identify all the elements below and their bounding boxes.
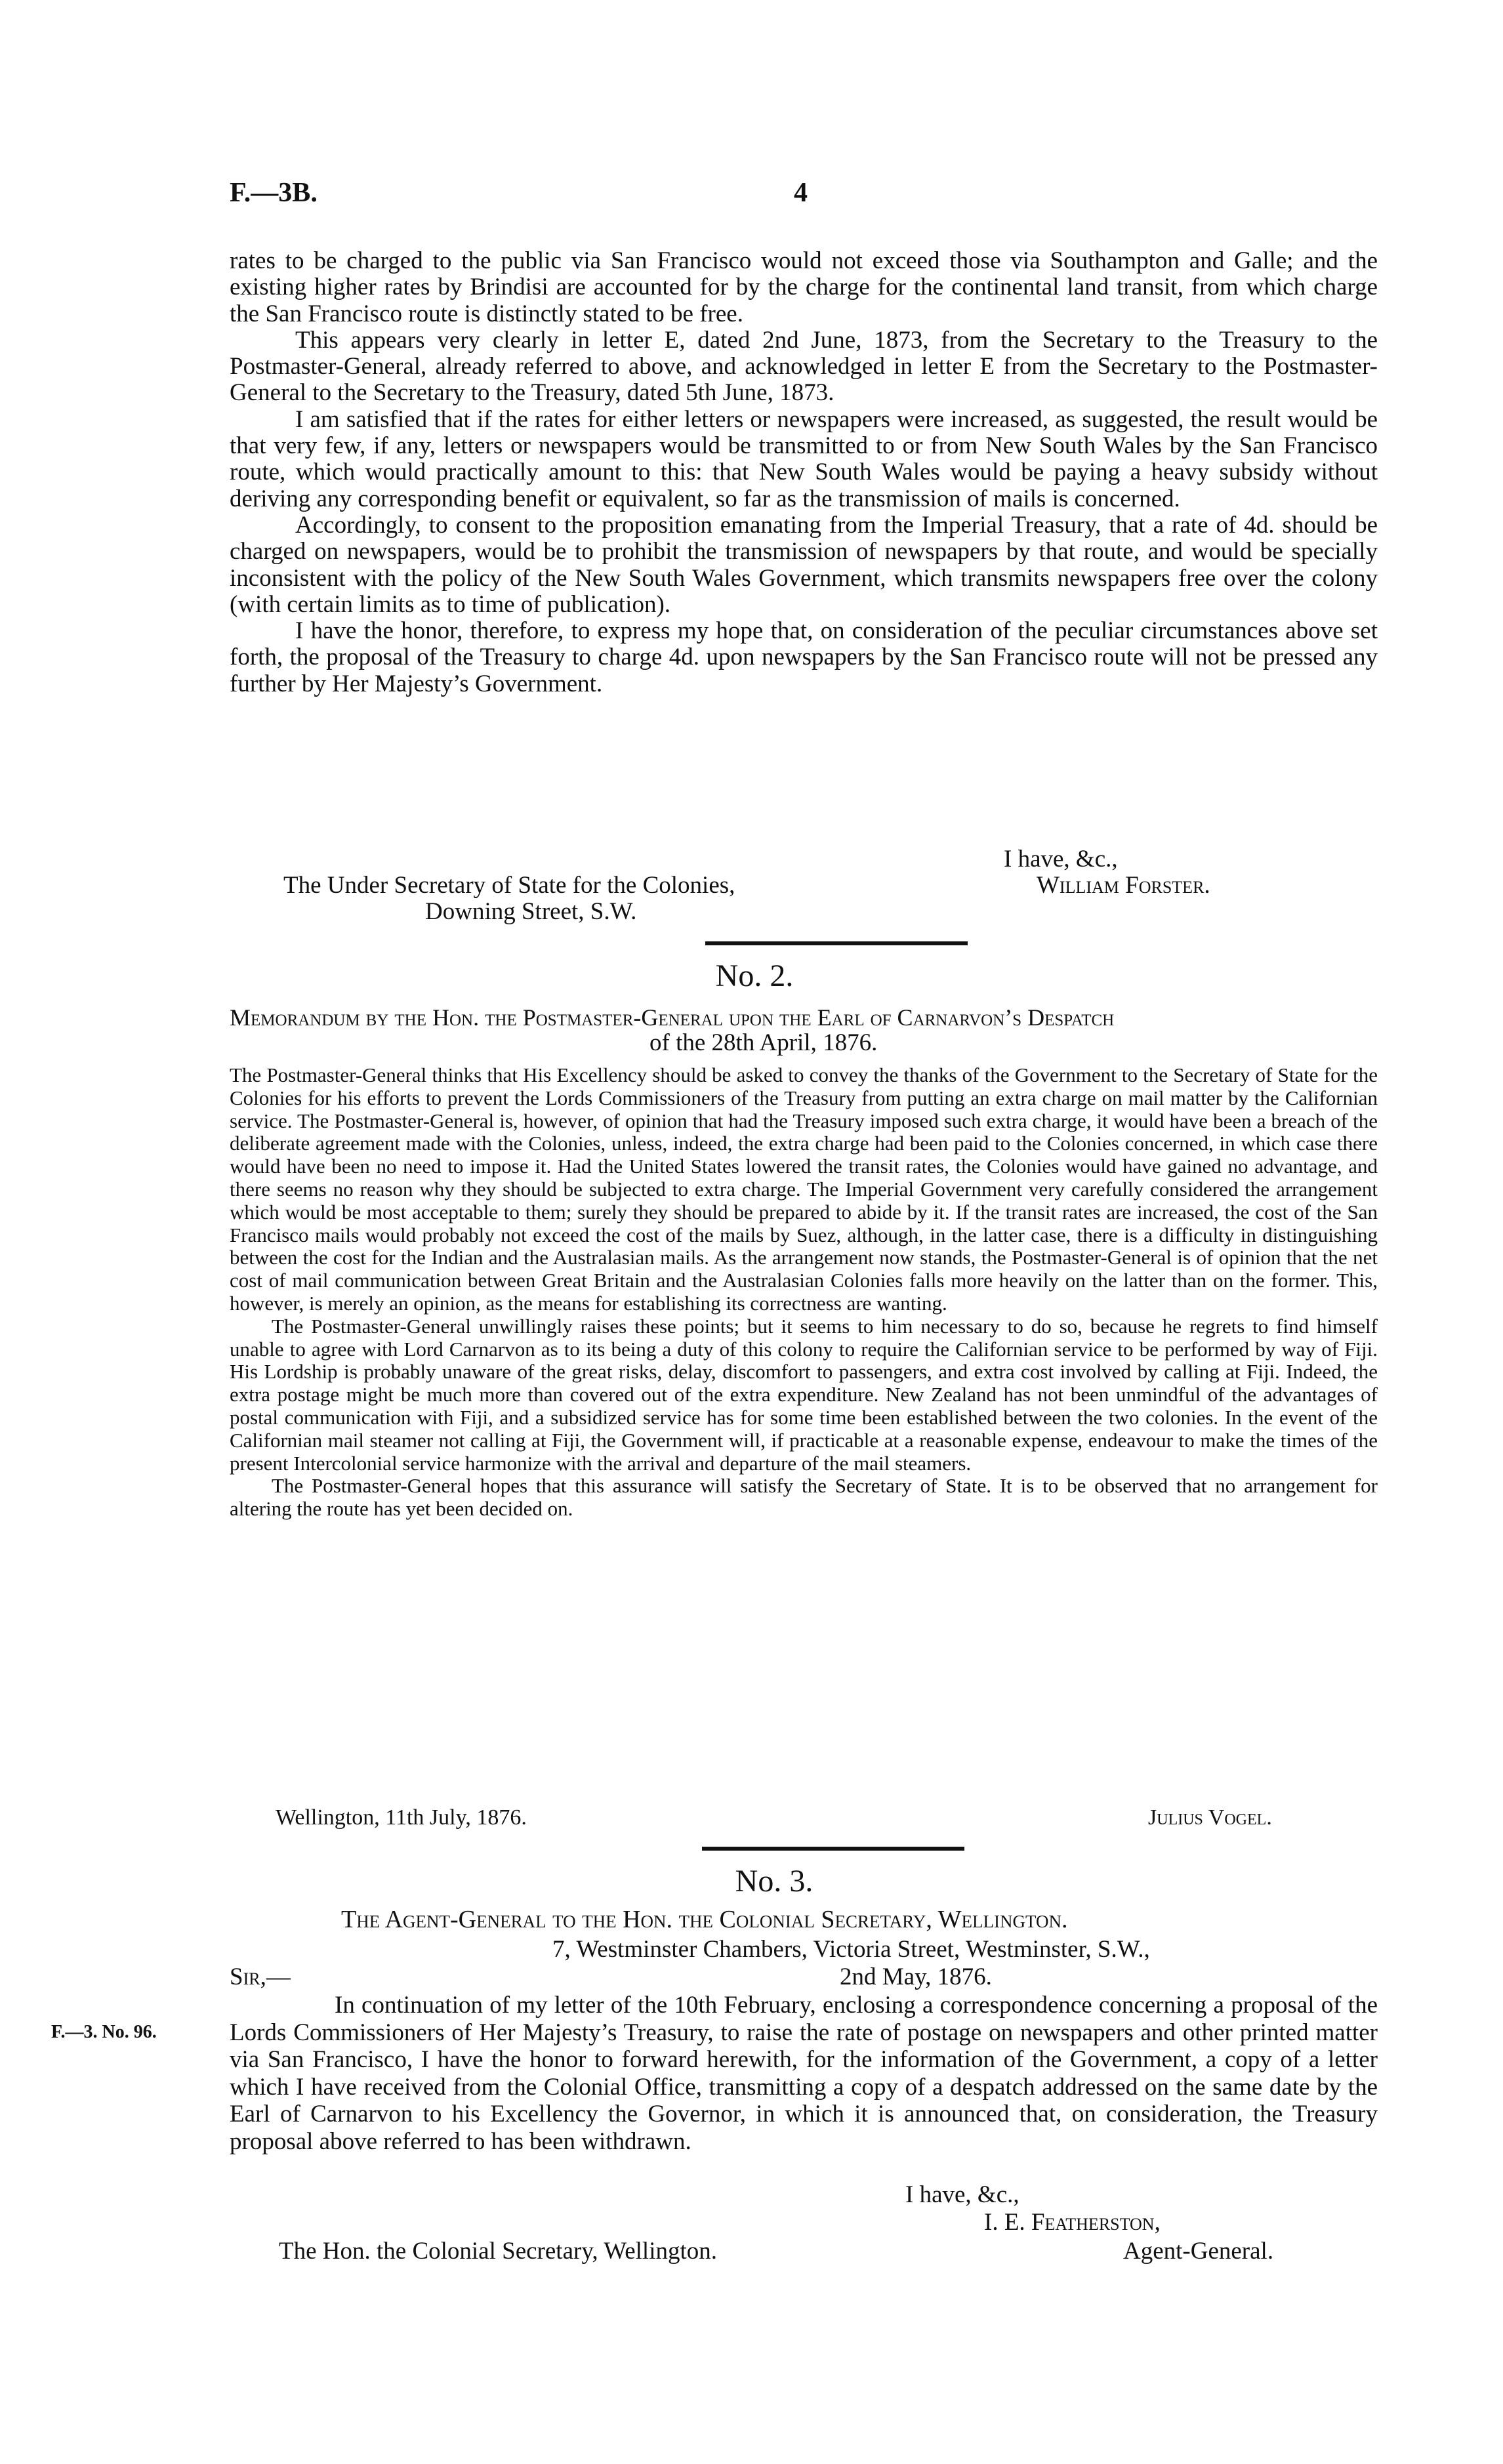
letter1-signature: William Forster. — [1037, 872, 1210, 899]
letter3-signature-title: Agent-General. — [1123, 2238, 1274, 2265]
letter3-signature: I. E. Featherston, — [984, 2209, 1161, 2236]
memorandum-body — [230, 1064, 1378, 1521]
memorandum-title: Memorandum by the Hon. the Postmaster-General upon the Earl of Carnarvon’s Despatch — [230, 1004, 1115, 1031]
margin-reference: F.—3. No. 96. — [51, 2022, 157, 2042]
letter3-title: The Agent-General to the Hon. the Colonial Secretary, Wellington. — [341, 1906, 1068, 1933]
memorandum-signature: Julius Vogel. — [1148, 1805, 1272, 1830]
letter3-date: 2nd May, 1876. — [840, 1963, 992, 1990]
memorandum-title-date: of the 28th April, 1876. — [649, 1029, 878, 1056]
letter1-paragraph: I have the honor, therefore, to express my hope that, on consideration of the peculiar circumstances above set forth, the proposal of the Treasury to charge 4d. upon newspapers by the San Francisco route will not be pressed any further by Her Majesty’s Government. — [230, 617, 1378, 697]
letter1-address: Downing Street, S.W. — [425, 898, 637, 925]
letter1-addressee: The Under Secretary of State for the Colonies, — [283, 872, 735, 899]
memorandum-place-date: Wellington, 11th July, 1876. — [276, 1805, 527, 1830]
letter3-paragraph: In continuation of my letter of the 10th February, enclosing a correspondence concerning a proposal of the Lords Commissioners of Her Majesty’s Treasury, to raise the rate of postage on newspapers and other printed matter via San Francisco, I have the honor to forward herewith, for the information of the Government, a copy of a letter which I have received from the Colonial Office, transmitting a copy of a despatch addressed on the same date by the Earl of Carnarvon to his Excellency the Governor, in which it is announced that, on consideration, the Treasury proposal above referred to has been withdrawn. — [230, 1992, 1378, 2155]
letter1-body — [230, 248, 1378, 697]
section-heading-no3: No. 3. — [735, 1864, 813, 1899]
section-divider — [702, 1847, 964, 1851]
letter1-paragraph: I am satisfied that if the rates for either letters or newspapers were increased, as suggested, the result would be that very few, if any, letters or newspapers would be transmitted to or from New South Wales by the San Francisco route, which would practically amount to this: that New South Wales would be paying a heavy subsidy without deriving any corresponding benefit or equivalent, so far as the transmission of mails is concerned. — [230, 405, 1378, 512]
memorandum-paragraph: The Postmaster-General unwillingly raises these points; but it seems to him necessary to do so, because he regrets to find himself unable to agree with Lord Carnarvon as to its being a duty of this colony to require the Californian service to be performed by way of Fiji. His Lordship is probably unaware of the great risks, delay, discomfort to passengers, and extra cost involved by calling at Fiji. Indeed, the extra postage might be much more than covered out of the extra expenditure. New Zealand has not been unmindful of the advantages of postal communication with Fiji, and a subsidized service has for some time been established between the two colonies. In the event of the Californian mail steamer not calling at Fiji, the Government will, if practicable at a reasonable expense, endeavour to make the times of the present Intercolonial service harmonize with the arrival and departure of the mail steamers. — [230, 1314, 1378, 1475]
letter3-body — [230, 1992, 1378, 2155]
memorandum-paragraph: The Postmaster-General thinks that His Excellency should be asked to convey the thanks of the Government to the Secretary of State for the Colonies for his efforts to prevent the Lords Commissioners of the Treasury from putting an extra charge on mail matter by the Californian service. The Postmaster-General is, however, of opinion that had the Treasury imposed such extra charge, it would have been a breach of the deliberate agreement made with the Colonies, unless, indeed, the extra charge had been paid to the Colonies concerned, in which case there would have been no need to impose it. Had the United States lowered the transit rates, the Colonies would have gained no advantage, and there seems no reason why they should be subjected to extra charge. The Imperial Government very carefully considered the arrangement which would be most acceptable to them; surely they should be prepared to abide by it. If the transit rates are increased, the cost of the San Francisco mails would probably not exceed the cost of the mails by Suez, although, in the latter case, there is a difficulty in distinguishing between the cost for the Indian and the Australasian mails. As the arrangement now stands, the Postmaster-General is of opinion that the net cost of mail communication between Great Britain and the Australasian Colonies falls more heavily on the latter than on the former. This, however, is merely an opinion, as the means for establishing its correctness are wanting. — [230, 1063, 1378, 1315]
document-code: F.—3B. — [230, 178, 318, 208]
memorandum-paragraph: The Postmaster-General hopes that this assurance will satisfy the Secretary of State. It is to be observed that no arrangement for altering the route has yet been decided on. — [230, 1474, 1378, 1521]
letter1-paragraph: This appears very clearly in letter E, dated 2nd June, 1873, from the Secretary to the Treasury to the Postmaster-General, already referred to above, and acknowledged in letter E from the Secretary to the Postmaster-General to the Secretary to the Treasury, dated 5th June, 1873. — [230, 326, 1378, 407]
letter1-paragraph: Accordingly, to consent to the proposition emanating from the Imperial Treasury, that a rate of 4d. should be charged on newspapers, would be to prohibit the transmission of newspapers by that route, and would be specially inconsistent with the policy of the New South Wales Government, which transmits newspapers free over the colony (with certain limits as to time of publication). — [230, 511, 1378, 618]
section-heading-no2: No. 2. — [715, 958, 794, 993]
page-number: 4 — [794, 178, 808, 208]
letter1-closing: I have, &c., — [1004, 846, 1118, 873]
letter3-closing: I have, &c., — [905, 2181, 1019, 2208]
letter3-salutation: Sir,— — [230, 1963, 291, 1990]
letter3-addressee: The Hon. the Colonial Secretary, Wellington. — [279, 2238, 718, 2265]
section-divider — [705, 941, 968, 945]
letter3-address: 7, Westminster Chambers, Victoria Street, Westminster, S.W., — [552, 1936, 1150, 1963]
letter1-paragraph: rates to be charged to the public via San Francisco would not exceed those via Southampton and Galle; and the existing higher rates by Brindisi are accounted for by the charge for the continental land transit, from which charge the San Francisco route is distinctly stated to be free. — [230, 247, 1378, 327]
